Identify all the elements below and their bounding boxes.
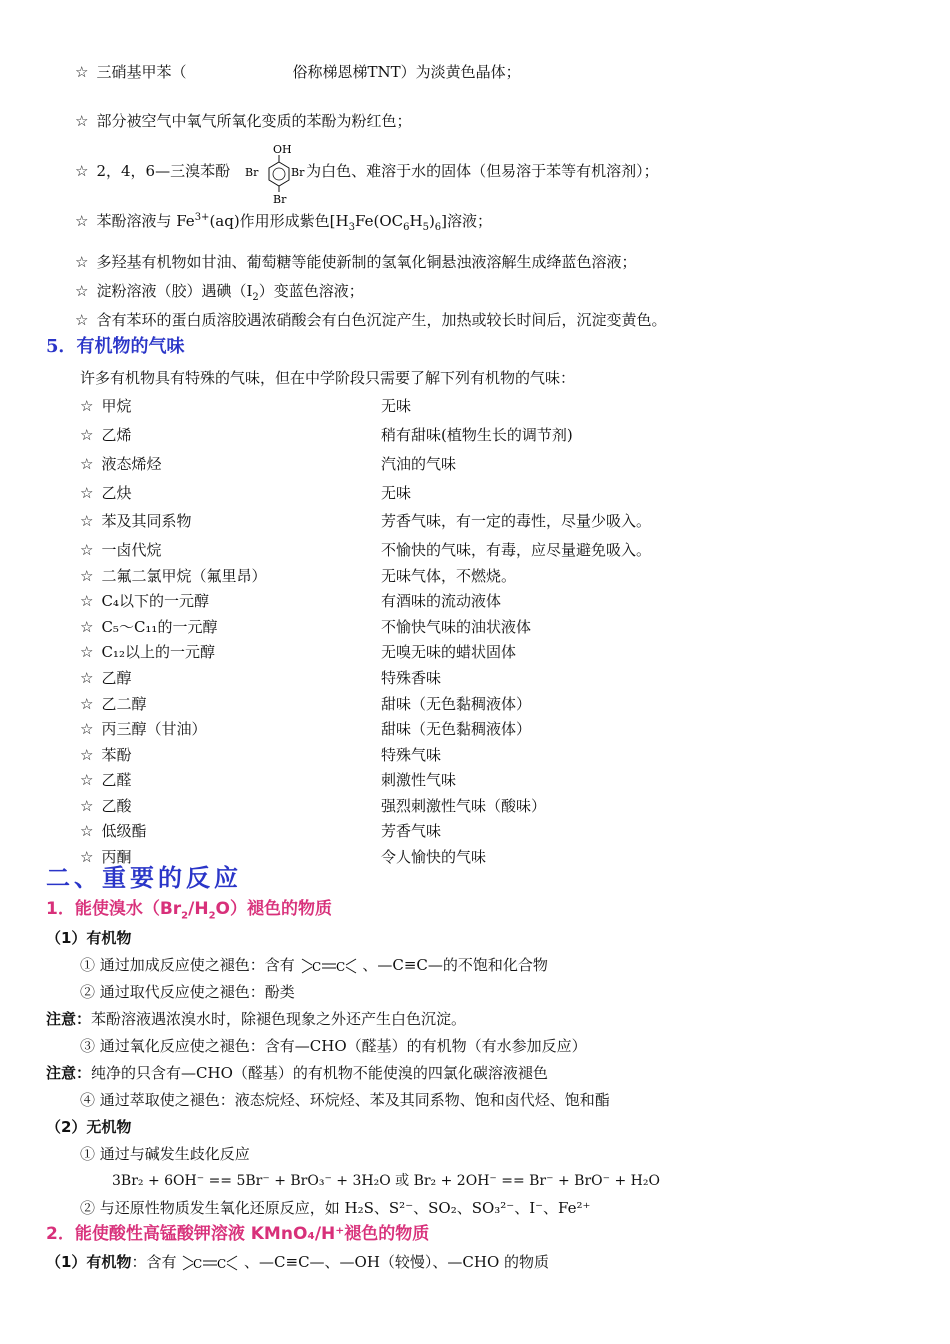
odor-intro: 许多有机物具有特殊的气味，但在中学阶段只需要了解下列有机物的气味： (80, 369, 576, 387)
odor-description: 不愉快气味的油状液体 (381, 618, 532, 636)
fe-complex-line: ☆ 苯酚溶液与 $Fe^{3+}(aq)$作用形成紫色$[H_3Fe(OC_6H_5)_6]$溶液； (75, 212, 493, 233)
kmno4-heading: 2．能使酸性高锰酸钾溶液 KMnO₄/H⁺褪色的物质 (46, 1224, 430, 1244)
polyol-line: ☆ 多羟基有机物如甘油、葡萄糖等能使新制的氢氧化铜悬浊液溶解生成绛蓝色溶液； (75, 253, 637, 271)
odor-description: 芳香气味 (381, 822, 442, 840)
star-icon: ☆ (80, 848, 94, 866)
odor-substance: 二氟二氯甲烷（氟里昂） (101, 567, 267, 585)
odor-description: 特殊气味 (381, 746, 442, 764)
tribromophenol-line: ☆ 2，4，6—三溴苯酚 为白色、难溶于水的固体（但易溶于苯等有机溶剂）； (75, 162, 659, 180)
odor-description: 无味 (381, 484, 412, 502)
substitution-item: ② 通过取代反应使之褪色：酚类 (80, 983, 295, 1001)
star-icon: ☆ (80, 541, 94, 559)
svg-text:C: C (193, 1257, 203, 1271)
odor-substance: 低级酯 (101, 822, 147, 840)
odor-substance: C₁₂以上的一元醇 (101, 643, 215, 661)
protein-line: ☆ 含有苯环的蛋白质溶胶遇浓硝酸会有白色沉淀产生，加热或较长时间后，沉淀变黄色。 (75, 311, 667, 329)
odor-substance: 苯酚 (101, 746, 132, 764)
odor-description: 令人愉快的气味 (381, 848, 487, 866)
star-icon: ☆ (80, 512, 94, 530)
organic-label: （1）有机物 (46, 929, 132, 947)
odor-substance: 一卤代烷 (101, 541, 162, 559)
odor-substance: 丙三醇（甘油） (101, 720, 207, 738)
odor-description: 强烈刺激性气味（酸味） (381, 797, 547, 815)
odor-substance: 乙炔 (101, 484, 132, 502)
star-icon: ☆ (80, 426, 94, 444)
odor-row (80, 591, 502, 611)
odor-row (80, 566, 517, 586)
odor-row (80, 642, 517, 662)
odor-row (80, 796, 547, 816)
odor-row (80, 396, 412, 416)
star-icon: ☆ (75, 212, 89, 230)
odor-row (80, 511, 652, 531)
kmno4-organic-line: （1）有机物：含有 C C 、—C≡C—、—OH（较慢）、—CHO 的物质 (46, 1253, 550, 1271)
odor-row (80, 454, 457, 474)
odor-row (80, 540, 652, 560)
odor-description: 甜味（无色黏稠液体） (381, 720, 532, 738)
odor-substance: 乙醛 (101, 771, 132, 789)
star-icon: ☆ (80, 592, 94, 610)
odor-substance: 甲烷 (101, 397, 132, 415)
svg-text:C: C (335, 960, 345, 974)
star-icon: ☆ (75, 162, 89, 180)
disproportionation-item: ① 通过与碱发生歧化反应 (80, 1145, 250, 1163)
tribromophenol-structure-diagram (242, 142, 312, 206)
odor-substance: 丙酮 (101, 848, 132, 866)
odor-heading: 5．有机物的气味 (46, 336, 185, 357)
star-icon: ☆ (80, 397, 94, 415)
odor-substance: 乙醇 (101, 669, 132, 687)
odor-substance: C₄以下的一元醇 (101, 592, 209, 610)
tnt-line: ☆ 三硝基甲苯（ 俗称梯恩梯TNT）为淡黄色晶体； (75, 63, 521, 81)
alkene-structure-icon (300, 956, 358, 976)
star-icon: ☆ (75, 282, 89, 300)
star-icon: ☆ (75, 112, 89, 130)
odor-description: 芳香气味，有一定的毒性，尽量少吸入。 (381, 512, 652, 530)
redox-item: ② 与还原性物质发生氧化还原反应，如 H₂S、S²⁻、SO₂、SO₃²⁻、I⁻、Fe²⁺ (80, 1199, 591, 1217)
oh-label: OH (273, 143, 292, 156)
star-icon: ☆ (80, 567, 94, 585)
star-icon: ☆ (80, 695, 94, 713)
br-left-label: Br (245, 166, 259, 179)
odor-row (80, 483, 412, 503)
star-icon: ☆ (80, 771, 94, 789)
extraction-item: ④ 通过萃取使之褪色：液态烷烃、环烷烃、苯及其同系物、饱和卤代烃、饱和酯 (80, 1091, 610, 1109)
odor-description: 甜味（无色黏稠液体） (381, 695, 532, 713)
odor-substance: 乙二醇 (101, 695, 147, 713)
addition-item: ① 通过加成反应使之褪色：含有 C C 、—C≡C—的不饱和化合物 (80, 956, 548, 974)
odor-row (80, 719, 532, 739)
bromine-water-heading: 1．能使溴水$(Br_2/H_2O)$褪色的物质 (46, 899, 332, 922)
odor-substance: 液态烯烃 (101, 455, 162, 473)
starch-line: ☆ 淀粉溶液（胶）遇碘$(I_2)$变蓝色溶液； (75, 282, 364, 303)
odor-substance: 苯及其同系物 (101, 512, 192, 530)
star-icon: ☆ (80, 618, 94, 636)
odor-description: 无味气体，不燃烧。 (381, 567, 517, 585)
reactions-heading: 二、重要的反应 (46, 863, 242, 892)
odor-description: 无嗅无味的蜡状固体 (381, 643, 517, 661)
odor-row (80, 745, 442, 765)
inorganic-label: （2）无机物 (46, 1118, 132, 1136)
odor-row (80, 694, 532, 714)
odor-row (80, 770, 457, 790)
star-icon: ☆ (80, 455, 94, 473)
odor-description: 稍有甜味(植物生长的调节剂) (381, 426, 573, 444)
star-icon: ☆ (80, 822, 94, 840)
star-icon: ☆ (75, 63, 89, 81)
odor-substance: 乙烯 (101, 426, 132, 444)
phenol-pink-line: ☆ 部分被空气中氧气所氧化变质的苯酚为粉红色； (75, 112, 412, 130)
star-icon: ☆ (80, 720, 94, 738)
note-2: 注意：纯净的只含有—CHO（醛基）的有机物不能使溴的四氯化碳溶液褪色 (46, 1064, 548, 1082)
odor-description: 刺激性气味 (381, 771, 457, 789)
br-right-label: Br (291, 166, 305, 179)
odor-description: 有酒味的流动液体 (381, 592, 502, 610)
odor-description: 无味 (381, 397, 412, 415)
star-icon: ☆ (80, 669, 94, 687)
star-icon: ☆ (80, 746, 94, 764)
odor-row (80, 425, 573, 445)
oxidation-item: ③ 通过氧化反应使之褪色：含有—CHO（醛基）的有机物（有水参加反应） (80, 1037, 587, 1055)
bromine-equation: 3Br₂ + 6OH⁻ == 5Br⁻ + BrO₃⁻ + 3H₂O 或 Br₂ + 2OH⁻ == Br⁻ + BrO⁻ + H₂O (112, 1173, 660, 1189)
alkene-structure-icon (181, 1253, 239, 1273)
star-icon: ☆ (80, 643, 94, 661)
odor-row (80, 617, 532, 637)
odor-description: 特殊香味 (381, 669, 442, 687)
odor-row (80, 821, 442, 841)
svg-text:C: C (311, 960, 321, 974)
star-icon: ☆ (80, 484, 94, 502)
br-bottom-label: Br (273, 193, 287, 206)
star-icon: ☆ (75, 311, 89, 329)
odor-row (80, 668, 442, 688)
svg-text:C: C (217, 1257, 227, 1271)
odor-substance: C₅～C₁₁的一元醇 (101, 618, 218, 636)
odor-description: 不愉快的气味，有毒，应尽量避免吸入。 (381, 541, 652, 559)
star-icon: ☆ (80, 797, 94, 815)
odor-substance: 乙酸 (101, 797, 132, 815)
star-icon: ☆ (75, 253, 89, 271)
note-1: 注意：苯酚溶液遇浓溴水时，除褪色现象之外还产生白色沉淀。 (46, 1010, 467, 1028)
odor-description: 汽油的气味 (381, 455, 457, 473)
